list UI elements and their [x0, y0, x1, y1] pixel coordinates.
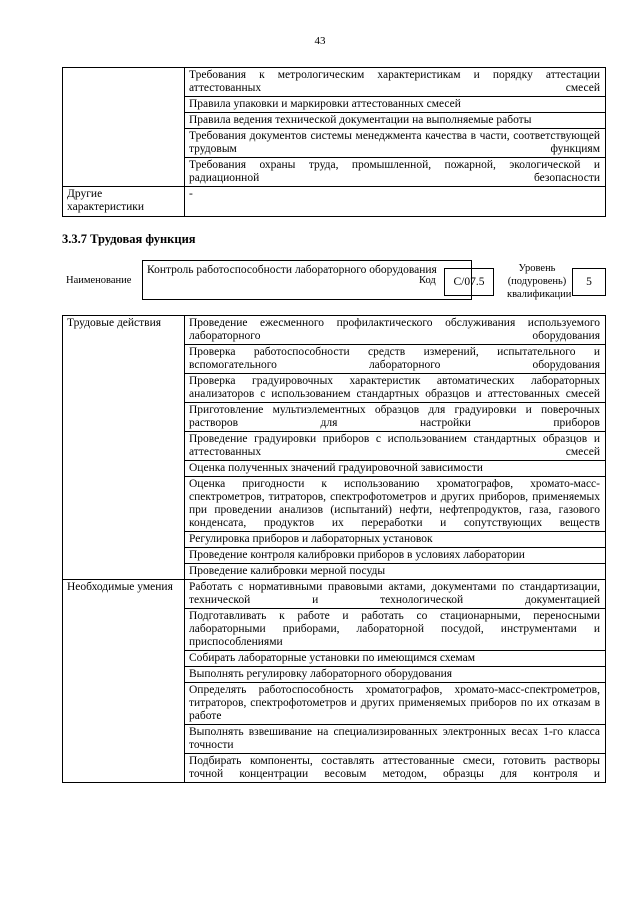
group-label-skills: Необходимые умения: [63, 580, 185, 783]
table-cell: Собирать лабораторные установки по имеющимся схемам: [185, 651, 606, 667]
table-cell-left: Другие характеристики: [63, 187, 185, 217]
table-cell: Определять работоспособность хроматографов, хромато-масс-спектрометров, титраторов, спектрофотометров и других применяемых приборов по их отказам в работе: [185, 683, 606, 725]
table-cell: Выполнять взвешивание на специализированных электронных весах 1-го класса точности: [185, 725, 606, 754]
group-label-actions: Трудовые действия: [63, 316, 185, 580]
table-cell: Проведение градуировки приборов с использованием стандартных образцов и аттестованных смесей: [185, 432, 606, 461]
table-cell: Требования охраны труда, промышленной, пожарной, экологической и радиационной безопасности: [185, 158, 606, 187]
table-cell: Проведение ежесменного профилактического обслуживания используемого лабораторного оборудования: [185, 316, 606, 345]
table-cell: Оценка пригодности к использованию хроматографов, хромато-масс-спектрометров, титраторов, спектрофотометров и других приборов, применяемых при проведении анализов (испытаний) нефти, нефтепродуктов, газа, газового конденсата, продуктов их переработки и сопутствующих веществ: [185, 477, 606, 532]
table-cell: Выполнять регулировку лабораторного оборудования: [185, 667, 606, 683]
table-cell: Приготовление мультиэлементных образцов для градуировки и поверочных растворов для настройки приборов: [185, 403, 606, 432]
table-row: [63, 187, 606, 217]
table-cell: Правила упаковки и маркировки аттестованных смесей: [185, 97, 606, 113]
table-cell: Проверка работоспособности средств измерений, испытательного и вспомогательного лабораторного оборудования: [185, 345, 606, 374]
table-cell: Подготавливать к работе и работать со стационарными, переносными лабораторными приборами, лабораторной посудой, инструментами и приспособлениями: [185, 609, 606, 651]
table-cell: Проверка градуировочных характеристик автоматических лабораторных анализаторов с использованием стандартных образцов и аттестованных смесей: [185, 374, 606, 403]
table-cell: Проведение контроля калибровки приборов в условиях лаборатории: [185, 548, 606, 564]
table-cell: -: [185, 187, 606, 217]
table-row: [63, 316, 606, 345]
table-cell: Оценка полученных значений градуировочной зависимости: [185, 461, 606, 477]
section-title: 3.3.7 Трудовая функция: [62, 232, 196, 246]
table-cell: Требования к метрологическим характеристикам и порядку аттестации аттестованных смесей: [185, 68, 606, 97]
page-number: 43: [314, 35, 326, 47]
table-row: [63, 580, 606, 609]
table-cell: Правила ведения технической документации на выполняемые работы: [185, 113, 606, 129]
function-table: [62, 315, 606, 783]
table-cell: Проведение калибровки мерной посуды: [185, 564, 606, 580]
function-name: Контроль работоспособности лабораторного оборудования: [142, 260, 472, 300]
requirements-table: [62, 67, 606, 217]
table-cell: Подбирать компоненты, составлять аттестованные смеси, готовить растворы точной концентрации весовым методом, образцы для контроля и: [185, 754, 606, 783]
code-label: Код: [419, 275, 436, 286]
table-cell-left: [63, 68, 185, 187]
function-meta: [62, 260, 606, 304]
level-label: Уровень (подуровень) квалификации: [507, 263, 572, 300]
table-cell: Работать с нормативными правовыми актами, документами по стандартизации, технической и технологической документацией: [185, 580, 606, 609]
function-level: 5: [572, 268, 606, 296]
table-row: [63, 68, 606, 97]
table-cell: Требования документов системы менеджмента качества в части, соответствующей трудовым функциям: [185, 129, 606, 158]
name-label: Наименование: [66, 275, 132, 286]
table-cell: Регулировка приборов и лабораторных установок: [185, 532, 606, 548]
function-code: С/07.5: [444, 268, 494, 296]
